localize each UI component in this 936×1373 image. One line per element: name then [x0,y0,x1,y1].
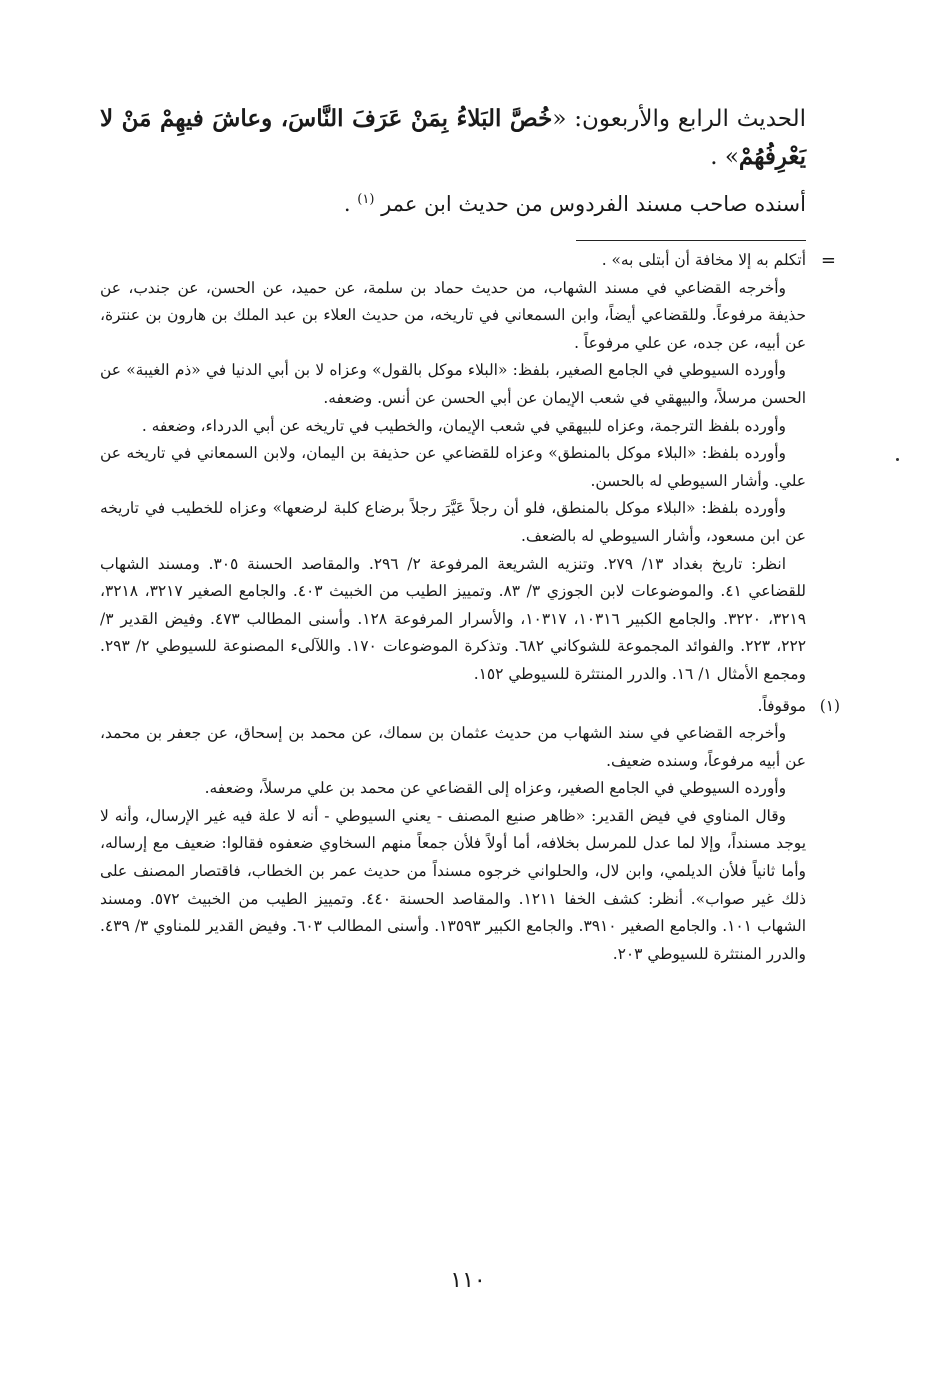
footnote-ref[interactable]: (١) [357,192,375,207]
source-end: . [343,192,358,216]
continuation-mark: = [820,250,836,271]
footnote-separator [576,240,806,241]
heading-intro: الحديث الرابع والأربعون: « [552,106,807,132]
footnote-paragraph: وأخرجه القضاعي في سند الشهاب من حديث عثمان بن سماك، عن محمد بن إسحاق، عن جعفر بن محمد، عن أبيه مرفوعاً، وسنده ضعيف. [100,724,806,770]
heading-close: » . [710,144,739,170]
source-line [100,184,806,220]
footnote-paragraph: وأورده السيوطي في الجامع الصغير، وعزاه إلى القضاعي عن محمد بن علي مرسلاً، وضعفه. [204,779,786,798]
footnote-paragraph: موقوفاً. [757,696,806,715]
footnote-paragraph: وأورده بلفظ الترجمة، وعزاه للبيهقي في شعب الإيمان، والخطيب في تاريخه عن أبي الدرداء، وضعفه . [141,416,786,435]
footnote-paragraph: وأخرجه القضاعي في مسند الشهاب، من حديث حماد بن سلمة، عن حميد، عن الحسن، عن جندب، عن حذيفة مرفوعاً. وللقضاعي أيضاً، وابن السمعاني في تاريخه، من حديث العلاء بن عبد الملك بن هارون بن عنترة، عن أبيه، عن جده، عن علي مرفوعاً . [100,278,806,352]
footnote-paragraph: وأورده بلفظ: «البلاء موكل بالمنطق» وعزاه للقضاعي عن حذيفة بن اليمان، ولابن السمعاني في تاريخه عن علي. وأشار السيوطي له بالحسن. [100,444,806,490]
source-text: أسنده صاحب مسند الفردوس من حديث ابن عمر [381,192,806,216]
footnote-paragraph: أتكلم به إلا مخافة أن أبتلى به» . [601,251,806,269]
footnote-number: (١) [819,696,840,715]
footnote-continued [100,247,836,689]
scan-speck [896,458,899,461]
footnote-paragraph: انظر: تاريخ بغداد ١٣/ ٢٧٩. وتنزيه الشريعة المرفوعة ٢/ ٢٩٦. والمقاصد الحسنة ٣٠٥. ومسند الشهاب للقضاعي ٤١. والموضوعات لابن الجوزي ٣/ ٨٣. وتمييز الطيب من الخبيث ٤٠٣. والجامع الصغير ٣٢١٧، ٣٢١٨، ٣٢١٩، ٣٢٢٠. والجامع الكبير ١٠٣١٦، ١٠٣١٧، والأسرار المرفوعة ١٢٨. وأسنى المطالب ٤٧٣. وفيض القدير ٣/ ٢٢٢، ٢٢٣. والفوائد المجموعة للشوكاني ٦٨٢. وتذكرة الموضوعات ١٧٠. واللآلىء المصنوعة للسيوطي ٢/ ٢٩٣. ومجمع الأمثال ١/ ١٦. والدرر المنتثرة للسيوطي ١٥٢. [100,554,806,683]
footnote-paragraph: وأورده السيوطي في الجامع الصغير، بلفظ: «البلاء موكل بالقول» وعزاه لا بن أبي الدنيا في «ذم الغيبة» عن الحسن مرسلاً، والبيهقي في شعب الإيمان عن أبي الحسن عن أنس. وضعفه. [100,361,806,407]
page-number: ١١٠ [450,1268,486,1293]
page-body [100,100,840,968]
footnote-1 [100,693,840,969]
hadith-text: خُصَّ البَلاءُ بِمَنْ عَرَفَ النَّاسَ، وعاشَ فيهِمْ مَنْ لا يَعْرِفُهُمْ [100,105,806,170]
footnote-paragraph: وقال المناوي في فيض القدير: «ظاهر صنيع المصنف - يعني السيوطي - أنه لا علة فيه غير الإرسال، وأنه لا يوجد مسنداً، وإلا لما عدل للمرسل بخلافه، أما أولاً فلأن جمعاً منهم السخاوي ضعفوه فقالوا: ضعيف مع إرساله، وأما ثانياً فلأن الديلمي، وابن لال، والحلواني خرجوه مسنداً من حديث عمر بن الخطاب، فاقتصار المصنف على ذلك غير صواب». أنظر: كشف الخفا ١٢١١. والمقاصد الحسنة ٤٤٠. وتمييز الطيب من الخبيث ٥٧٢. ومسند الشهاب ١٠١. والجامع الصغير ٣٩١٠. والجامع الكبير ١٣٥٩٣. وأسنى المطالب ٦٠٣. وفيض القدير للمناوي ٣/ ٤٣٩. والدرر المنتثرة للسيوطي ٢٠٣. [100,806,807,963]
hadith-heading [100,100,806,176]
footnote-paragraph: وأورده بلفظ: «البلاء موكل بالمنطق، فلو أن رجلاً عَيَّرَ رجلاً برضاع كلبة لرضعها» وعزاه للخطيب في تاريخه عن ابن مسعود، وأشار السيوطي له بالضعف. [100,499,806,545]
